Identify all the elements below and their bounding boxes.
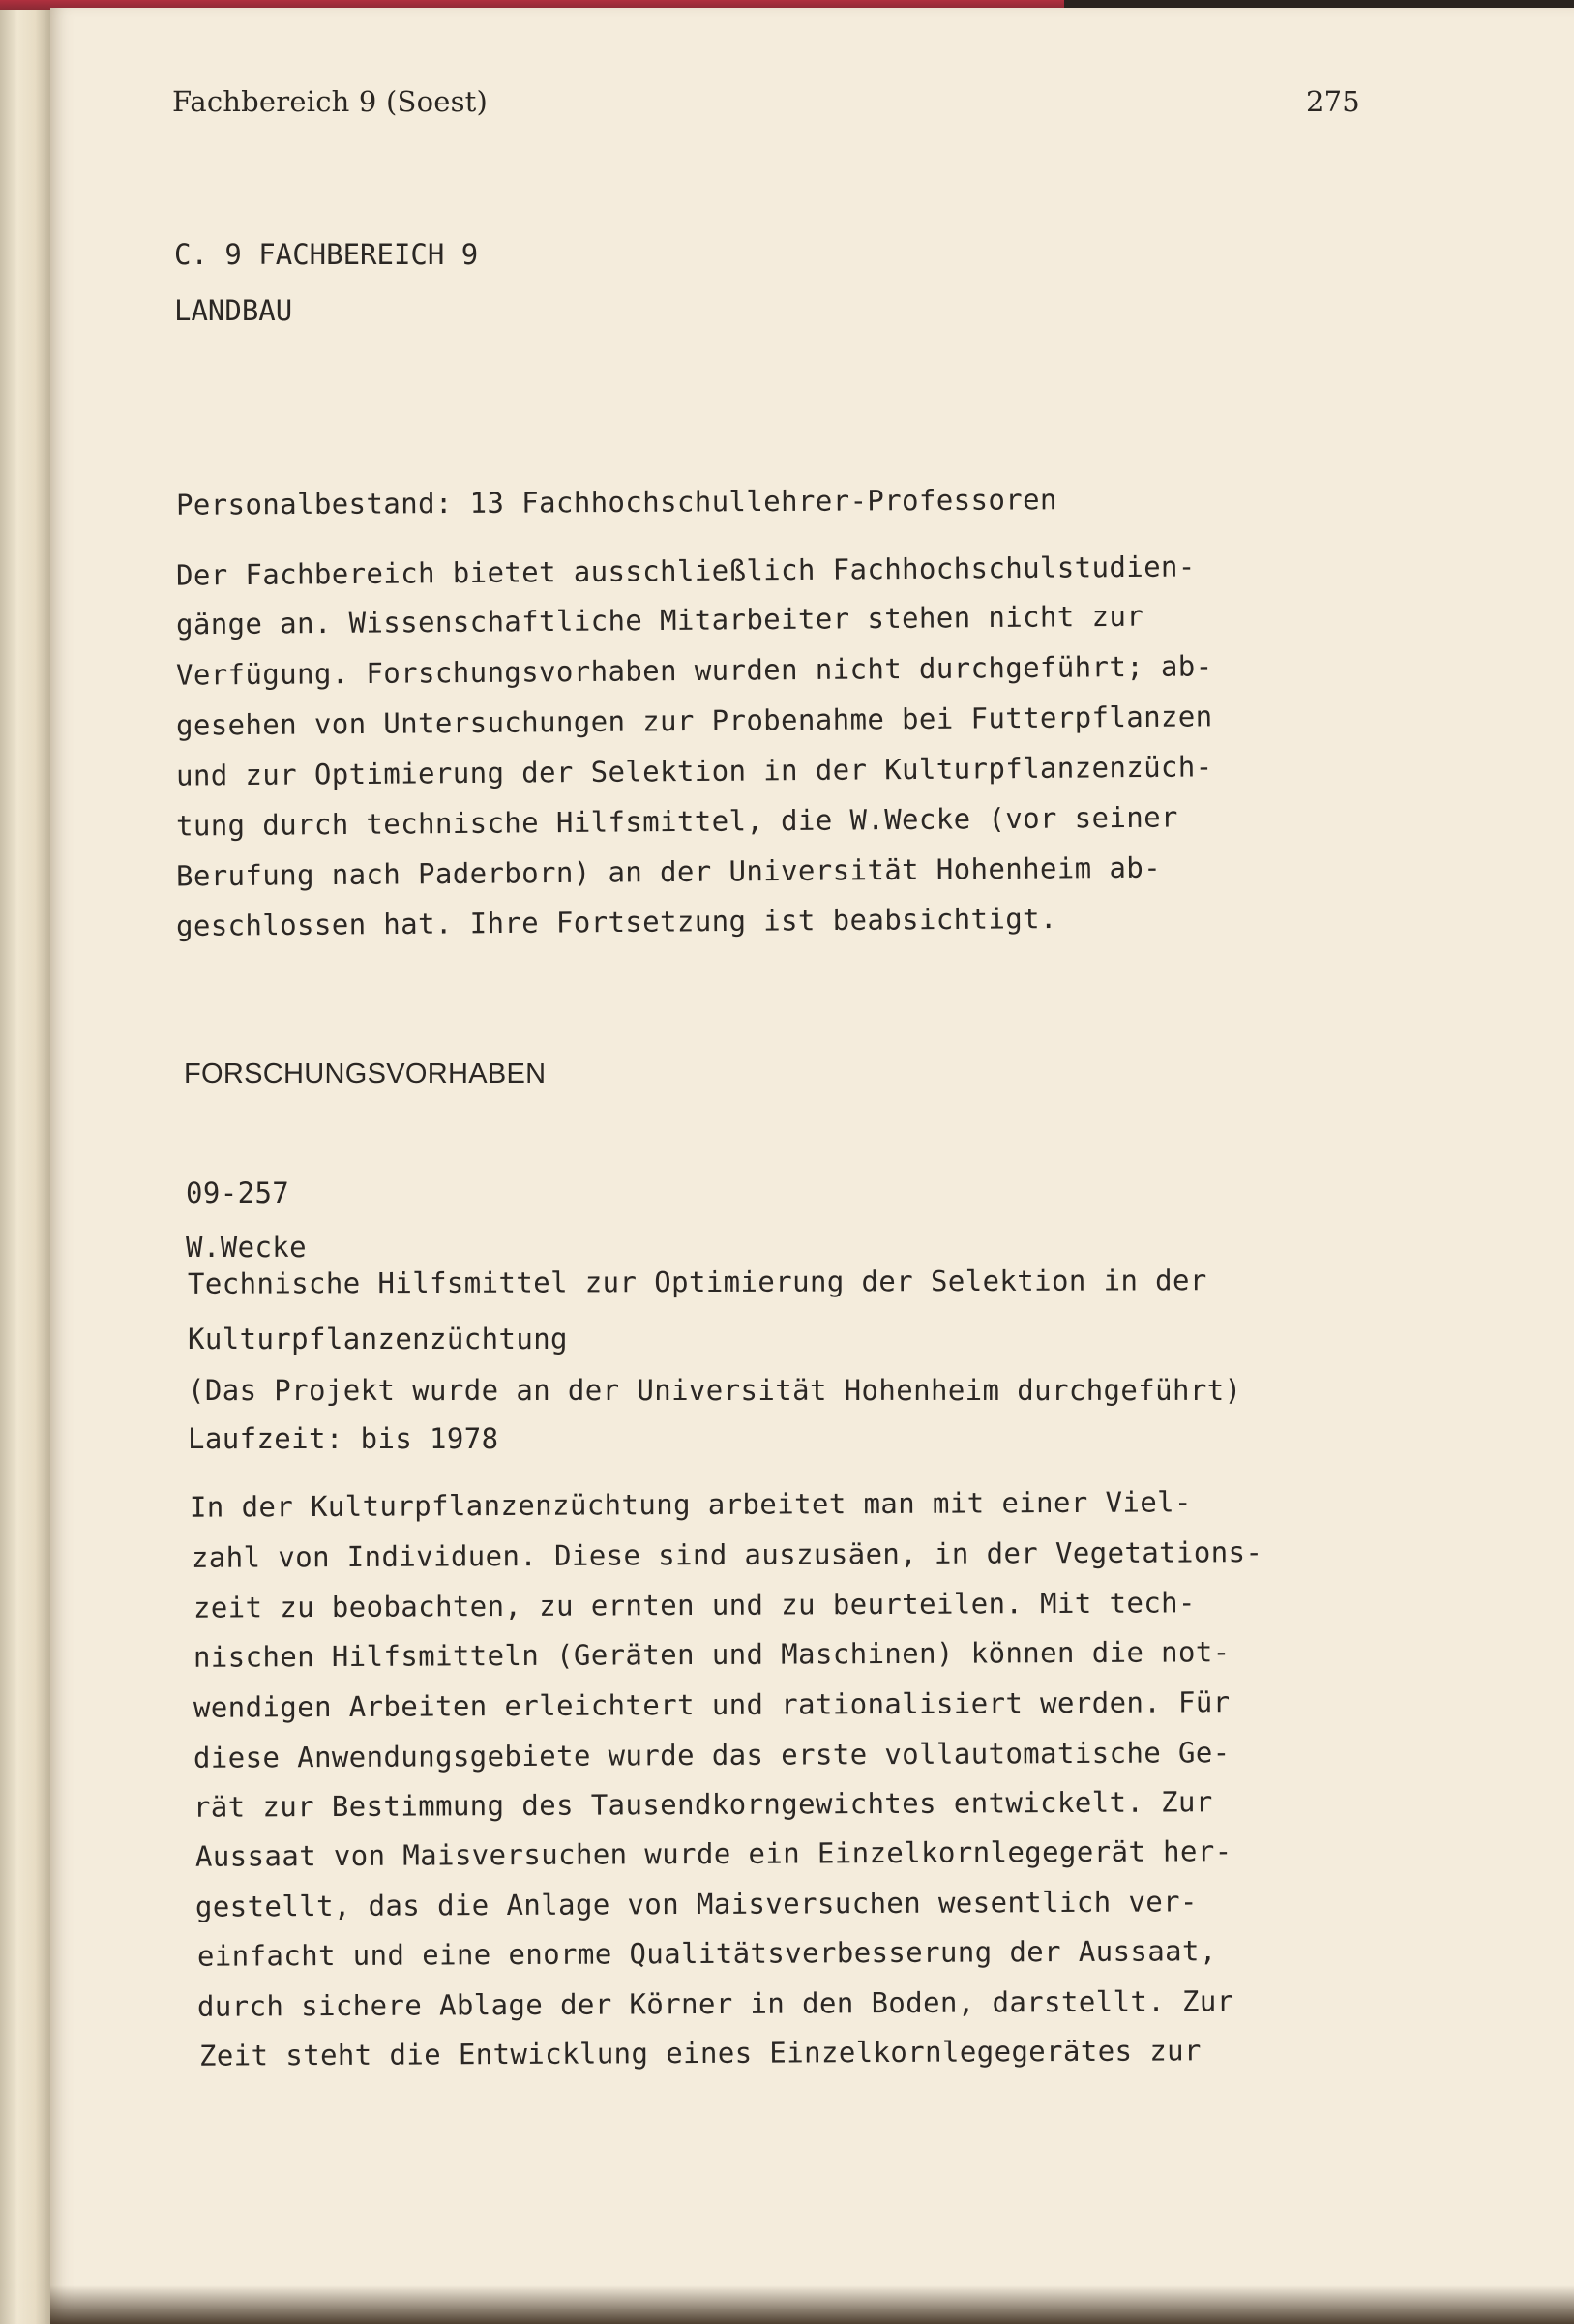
- description-line: Aussaat von Maisversuchen wurde ein Einzelkornlegegerät her-: [194, 1834, 1232, 1873]
- page-number: 275: [1306, 85, 1360, 118]
- description-line: diese Anwendungsgebiete wurde das erste vollautomatische Ge-: [193, 1736, 1231, 1774]
- description-line: In der Kulturpflanzenzüchtung arbeitet man mit einer Viel-: [189, 1485, 1192, 1524]
- description-line: rät zur Bestimmung des Tausendkorngewichtes entwickelt. Zur: [193, 1785, 1213, 1824]
- staff-line: Personalbestand: 13 Fachhochschullehrer-Professoren: [175, 483, 1057, 521]
- research-heading: FORSCHUNGSVORHABEN: [184, 1058, 547, 1089]
- description-line: einfacht und eine enorme Qualitätsverbesserung der Aussaat,: [196, 1934, 1217, 1973]
- project-title-line: Kulturpflanzenzüchtung: [188, 1323, 568, 1356]
- description-line: gestellt, das die Anlage von Maisversuchen wesentlich ver-: [194, 1885, 1198, 1923]
- project-id: 09-257: [186, 1177, 290, 1209]
- project-note: (Das Projekt wurde an der Universität Hohenheim durchgeführt): [188, 1374, 1242, 1407]
- project-author: W.Wecke: [186, 1231, 308, 1264]
- description-line: nischen Hilfsmitteln (Geräten und Maschinen) können die not-: [193, 1635, 1231, 1674]
- intro-line: Der Fachbereich bietet ausschließlich Fachhochschulstudien-: [175, 550, 1196, 592]
- running-head-left: Fachbereich 9 (Soest): [172, 85, 489, 118]
- project-duration: Laufzeit: bis 1978: [188, 1422, 499, 1455]
- intro-line: Verfügung. Forschungsvorhaben wurden nicht durchgeführt; ab-: [175, 649, 1213, 692]
- project-title-line: Technische Hilfsmittel zur Optimierung der Selektion in der: [187, 1264, 1207, 1300]
- book-spine-edge: [0, 0, 50, 2324]
- page-bottom-shadow: [50, 2285, 1574, 2324]
- intro-line: und zur Optimierung der Selektion in der Kulturpflanzenzüch-: [175, 750, 1213, 792]
- intro-line: tung durch technische Hilfsmittel, die W.Wecke (vor seiner: [175, 800, 1178, 843]
- intro-line: gänge an. Wissenschaftliche Mitarbeiter stehen nicht zur: [175, 599, 1144, 641]
- description-line: Zeit steht die Entwicklung eines Einzelkornlegegerätes zur: [198, 2034, 1202, 2072]
- section-name: LANDBAU: [174, 294, 293, 327]
- intro-line: Berufung nach Paderborn) an der Universität Hohenheim ab-: [175, 850, 1162, 893]
- description-line: zeit zu beobachten, zu ernten und zu beurteilen. Mit tech-: [193, 1586, 1196, 1624]
- intro-line: geschlossen hat. Ihre Fortsetzung ist beabsichtigt.: [175, 902, 1057, 942]
- description-line: durch sichere Ablage der Körner in den Boden, darstellt. Zur: [196, 1984, 1234, 2023]
- description-line: zahl von Individuen. Diese sind auszusäen, in der Vegetations-: [191, 1535, 1263, 1574]
- intro-line: gesehen von Untersuchungen zur Probenahme bei Futterpflanzen: [175, 700, 1213, 742]
- section-number-title: C. 9 FACHBEREICH 9: [174, 238, 479, 271]
- description-line: wendigen Arbeiten erleichtert und rationalisiert werden. Für: [193, 1685, 1231, 1724]
- book-page: [50, 8, 1574, 2324]
